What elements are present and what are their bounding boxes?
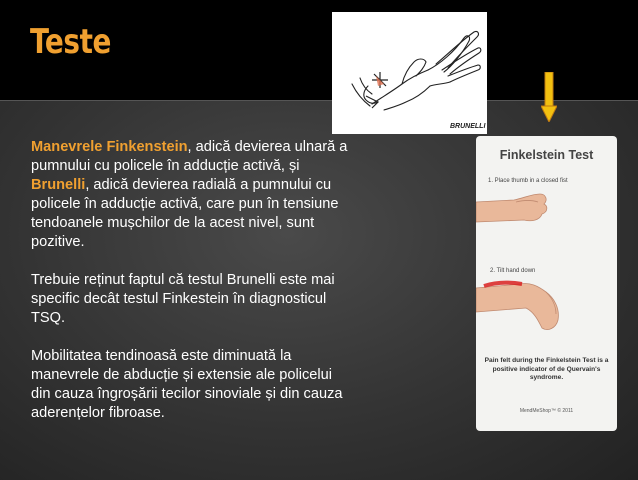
paragraph-text: , adică devierea ulnară a pumnului cu policele în adducție activă, și [31,139,348,174]
brunelli-test-illustration [332,12,487,134]
brunelli-label: BRUNELLI [450,123,486,130]
paragraph-specificity: Trebuie reținut faptul că testul Brunelli este mai specific decât testul Finkestein în diagnosticul TSQ. [31,272,335,326]
paragraph-finkelstein-brunelli [31,138,351,252]
step-2-text: 2. Tilt hand down [490,268,536,274]
highlight-finkenstein: Manevrele Finkenstein [31,139,188,155]
paragraph-text: , adică devierea radială a pumnului cu policele în adducție activă, care pun în tensiune tendoanele mușchilor de la acest nivel, sunt pozitive. [31,177,339,250]
slide-title: Teste [30,22,112,62]
brand-label: MendMeShop™ © 2011 [519,408,574,414]
finkelstein-test-card [476,136,617,431]
card-title: Finkelstein Test [499,148,594,162]
down-arrow-icon [541,72,557,122]
step-1-text: 1. Place thumb in a closed fist [488,178,568,184]
body-text [31,138,351,442]
paragraph-tendon-mobility: Mobilitatea tendinoasă este diminuată la manevrele de abducție și extensie ale policelui din cauza îngroșării tecilor sinoviale și din cauza aderențelor fibroase. [31,348,343,421]
highlight-brunelli: Brunelli [31,177,86,193]
card-caption: Pain felt during the Finkelstein Test is a positive indicator of de Quervain's syndrome. [484,357,609,381]
